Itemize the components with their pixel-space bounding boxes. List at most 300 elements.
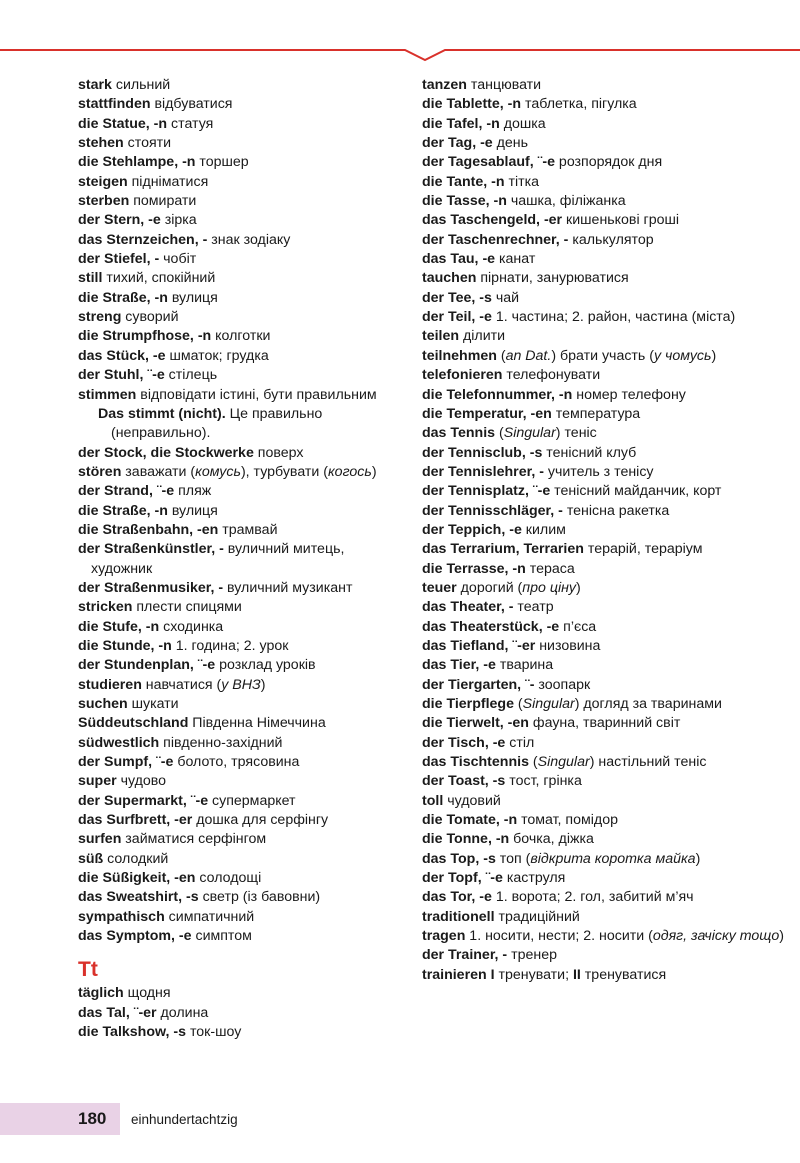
- translation: кишенькові гроші: [562, 212, 680, 229]
- headword: das Symptom, -e: [78, 928, 192, 945]
- dictionary-entry: [78, 347, 408, 366]
- dictionary-entry: [422, 598, 794, 617]
- headword: der Supermarkt, ¨-e: [78, 792, 209, 809]
- headword: das Sweatshirt, -s: [78, 889, 199, 906]
- headword: das Tennis: [422, 425, 496, 442]
- usage-note: Singular: [503, 425, 556, 442]
- translation: відбуватися: [150, 96, 233, 113]
- dictionary-entry: [78, 269, 408, 288]
- dictionary-entry: [422, 424, 794, 443]
- translation: чобіт: [159, 251, 197, 268]
- dictionary-entry: [78, 656, 408, 675]
- dictionary-entry: [422, 695, 794, 714]
- dictionary-entry: [422, 521, 794, 540]
- dictionary-entry: [78, 386, 408, 405]
- dictionary-entry: [78, 811, 408, 830]
- headword: sympathisch: [78, 908, 165, 925]
- dictionary-entry: [422, 153, 794, 172]
- headword: die Stufe, -n: [78, 618, 160, 635]
- dictionary-entry: [78, 521, 408, 540]
- dictionary-entry: [422, 173, 794, 192]
- translation: тенісний майданчик, корт: [550, 483, 722, 500]
- translation-part: ) настільний теніс: [589, 754, 707, 771]
- headword: der Tee, -s: [422, 289, 492, 306]
- translation: шматок; грудка: [165, 347, 269, 364]
- translation: традиційний: [494, 908, 580, 925]
- dictionary-entry: [78, 405, 408, 444]
- headword: toll: [422, 792, 444, 809]
- headword: die Stehlampe, -n: [78, 154, 196, 171]
- headword: der Sumpf, ¨-e: [78, 754, 174, 771]
- translation: Це правильно (неправильно).: [111, 405, 323, 442]
- translation: терарій, тераріум: [583, 541, 703, 558]
- dictionary-entry: [78, 908, 408, 927]
- dictionary-entry: [422, 869, 794, 888]
- headword: der Tennisschläger, -: [422, 502, 563, 519]
- headword: die Terrasse, -n: [422, 560, 526, 577]
- usage-note: одяг, зачіску тощо: [652, 928, 780, 945]
- dictionary-entry: [78, 134, 408, 153]
- headword: teuer: [422, 579, 457, 596]
- translation: симпатичний: [164, 908, 255, 925]
- translation: (: [495, 425, 504, 442]
- headword: die Stunde, -n: [78, 637, 172, 654]
- usage-note: про ціну: [522, 579, 576, 596]
- translation: 1. ворота; 2. гол, забитий м’яч: [491, 889, 694, 906]
- translation: танцювати: [466, 77, 542, 93]
- dictionary-entry: [78, 869, 408, 888]
- dictionary-entry: [78, 250, 408, 269]
- translation: суворий: [121, 309, 179, 326]
- dictionary-entry: [78, 289, 408, 308]
- usage-note-part: у чомусь: [653, 347, 712, 364]
- translation: (: [513, 696, 523, 712]
- headword: steigen: [78, 173, 128, 190]
- translation: розпорядок дня: [554, 154, 663, 171]
- headword: südwestlich: [78, 734, 160, 751]
- translation: поверх: [253, 444, 304, 461]
- headword: telefonieren: [422, 367, 503, 384]
- translation: тварина: [495, 657, 554, 674]
- translation: тенісна ракетка: [562, 502, 670, 519]
- dictionary-entry: [78, 772, 408, 791]
- dictionary-entry: [78, 984, 408, 1003]
- headword-part: I: [486, 966, 495, 983]
- translation: п’єса: [559, 618, 597, 635]
- dictionary-entry: [78, 753, 408, 772]
- dictionary-entry: [422, 734, 794, 753]
- dictionary-entry: [422, 540, 794, 559]
- dictionary-entry: [422, 888, 794, 907]
- dictionary-entry: [78, 211, 408, 230]
- headword: der Trainer, -: [422, 947, 508, 964]
- headword: der Tagesablauf, ¨-e: [422, 154, 555, 171]
- translation: вулиця: [167, 502, 218, 519]
- headword: die Straßenbahn, -en: [78, 521, 219, 538]
- translation: долина: [156, 1004, 209, 1021]
- headword: das Tier, -e: [422, 657, 496, 674]
- translation: супермаркет: [208, 792, 296, 809]
- translation-part: ): [695, 850, 701, 867]
- translation: займатися серфінгом: [121, 831, 267, 848]
- headword: tragen: [422, 928, 466, 945]
- headword: die Süßigkeit, -en: [78, 870, 196, 887]
- headword-part: II: [572, 966, 581, 983]
- dictionary-entry: [422, 946, 794, 965]
- headword: das Top, -s: [422, 850, 496, 867]
- dictionary-entry: [78, 579, 408, 598]
- translation: солодкий: [103, 850, 169, 867]
- translation: каструля: [502, 870, 566, 887]
- translation: театр: [513, 599, 554, 616]
- headword: die Telefonnummer, -n: [422, 386, 573, 403]
- translation: симптом: [191, 928, 252, 945]
- translation: стіл: [505, 734, 535, 751]
- translation: сходинка: [159, 618, 224, 635]
- translation-part: ): [711, 347, 717, 364]
- translation: відповідати істині, бути правильним: [136, 386, 377, 403]
- dictionary-entry: [78, 888, 408, 907]
- translation: дорогий (: [456, 579, 523, 596]
- headword: tanzen: [422, 77, 467, 93]
- headword: der Tennisclub, -s: [422, 444, 543, 461]
- dictionary-entry: [78, 76, 408, 95]
- headword: der Stiefel, -: [78, 251, 160, 268]
- translation: торшер: [195, 154, 249, 171]
- translation: калькулятор: [568, 231, 654, 248]
- dictionary-entry: [78, 463, 408, 482]
- dictionary-entry: [422, 676, 794, 695]
- translation: светр (із бавовни): [198, 889, 321, 906]
- translation: Південна Німеччина: [188, 715, 326, 732]
- translation: чудовий: [443, 792, 501, 809]
- headword: sterben: [78, 193, 130, 210]
- headword: stehen: [78, 135, 124, 152]
- translation: ток-шоу: [186, 1024, 242, 1041]
- dictionary-entry: [78, 714, 408, 733]
- headword: streng: [78, 309, 122, 326]
- dictionary-entry: [422, 366, 794, 385]
- headword: der Stern, -e: [78, 212, 161, 229]
- translation-part: ) догляд за тваринами: [574, 696, 722, 712]
- headword: stattfinden: [78, 96, 151, 113]
- headword: der Teppich, -e: [422, 521, 522, 538]
- headword: das Tal, ¨-er: [78, 1004, 157, 1021]
- headword: der Strand, ¨-e: [78, 483, 175, 500]
- dictionary-entry: [422, 463, 794, 482]
- dictionary-entry: [422, 579, 794, 598]
- headword: das Tor, -e: [422, 889, 492, 906]
- dictionary-entry: [422, 115, 794, 134]
- translation: вуличний митець, художник: [91, 541, 345, 577]
- translation: чудово: [116, 773, 167, 790]
- dictionary-entry: [422, 811, 794, 830]
- dictionary-entry: [422, 444, 794, 463]
- headword: traditionell: [422, 908, 495, 925]
- dictionary-entry: [422, 134, 794, 153]
- translation: сильний: [111, 77, 171, 93]
- headword: die Tante, -n: [422, 173, 505, 190]
- headword: der Stock, die Stockwerke: [78, 444, 254, 461]
- translation-part: ), турбувати (: [240, 463, 328, 480]
- dictionary-entry: [78, 95, 408, 114]
- headword: der Tiergarten, ¨-: [422, 676, 535, 693]
- translation: фауна, тваринний світ: [528, 715, 681, 732]
- headword: der Tag, -e: [422, 135, 493, 152]
- dictionary-entry: [422, 308, 794, 327]
- translation: 1. година; 2. урок: [171, 637, 289, 654]
- headword: surfen: [78, 831, 122, 848]
- headword: super: [78, 773, 117, 790]
- dictionary-entry: [78, 192, 408, 211]
- headword: die Tierwelt, -en: [422, 715, 529, 732]
- headword: das Taschengeld, -er: [422, 212, 563, 229]
- translation: знак зодіаку: [207, 231, 291, 248]
- translation: канат: [495, 251, 536, 268]
- translation: номер телефону: [572, 386, 686, 403]
- dictionary-entry: [78, 830, 408, 849]
- dictionary-entry: [422, 830, 794, 849]
- dictionary-entry: [78, 927, 408, 946]
- headword: stricken: [78, 599, 133, 616]
- dictionary-entry: [422, 250, 794, 269]
- headword: das Theater, -: [422, 599, 514, 616]
- translation: тітка: [504, 173, 539, 190]
- dictionary-entry: [422, 386, 794, 405]
- dictionary-entry: [422, 618, 794, 637]
- usage-note: Singular: [522, 696, 575, 712]
- translation: щодня: [123, 985, 171, 1002]
- translation: тихий, спокійний: [102, 270, 216, 287]
- dictionary-entry: [422, 347, 794, 366]
- usage-note-part: когось: [327, 463, 372, 480]
- translation: ділити: [459, 328, 506, 345]
- dictionary-entry: [422, 850, 794, 869]
- translation-part: ) брати участь (: [551, 347, 654, 364]
- right-entry-list: [422, 76, 794, 985]
- left-t-entry-list: [78, 984, 408, 1042]
- left-column: [78, 76, 408, 1043]
- dictionary-entry: [78, 366, 408, 385]
- dictionary-entry: [422, 76, 794, 95]
- headword: die Strumpfhose, -n: [78, 328, 212, 345]
- translation: чашка, філіжанка: [506, 193, 626, 210]
- headword: Das stimmt (nicht).: [98, 405, 226, 422]
- dictionary-entry: [78, 231, 408, 250]
- dictionary-entry: [422, 405, 794, 424]
- translation: 1. носити, нести; 2. носити (: [465, 928, 653, 945]
- headword: die Temperatur, -en: [422, 405, 552, 422]
- dictionary-entry: [422, 966, 794, 985]
- dictionary-entry: [422, 231, 794, 250]
- dictionary-entry: [422, 656, 794, 675]
- headword: teilen: [422, 328, 460, 345]
- headword: studieren: [78, 676, 142, 693]
- dictionary-entry: [78, 482, 408, 501]
- dictionary-entry: [78, 1023, 408, 1042]
- headword: die Tierpflege: [422, 696, 514, 712]
- usage-note: an Dat.: [505, 347, 552, 364]
- header-rule: [0, 0, 800, 70]
- headword: stark: [78, 77, 112, 93]
- translation: тераса: [525, 560, 575, 577]
- headword: das Tischtennis: [422, 754, 529, 771]
- dictionary-entry: [422, 908, 794, 927]
- dictionary-entry: [422, 502, 794, 521]
- dictionary-entry: [78, 676, 408, 695]
- headword: die Statue, -n: [78, 115, 168, 132]
- translation: статуя: [167, 115, 214, 132]
- left-entry-list: [78, 76, 408, 946]
- translation-part: ): [260, 676, 266, 693]
- translation: зірка: [160, 212, 197, 229]
- translation: стояти: [123, 135, 172, 152]
- translation: дошка: [499, 115, 546, 132]
- headword: die Tomate, -n: [422, 812, 518, 829]
- usage-note: у ВНЗ: [221, 676, 261, 693]
- translation: помирати: [129, 193, 197, 210]
- dictionary-entry: [78, 637, 408, 656]
- headword: tauchen: [422, 270, 477, 287]
- translation-part: ): [779, 928, 784, 945]
- translation: розклад уроків: [215, 657, 316, 674]
- dictionary-entry: [78, 115, 408, 134]
- headword: der Stuhl, ¨-e: [78, 367, 165, 384]
- translation-part: тренуватися: [580, 966, 667, 983]
- headword: Süddeutschland: [78, 715, 189, 732]
- headword: das Tau, -e: [422, 251, 496, 268]
- dictionary-entry: [422, 289, 794, 308]
- headword: der Toast, -s: [422, 773, 506, 790]
- headword: stören: [78, 463, 122, 480]
- headword: der Straßenmusiker, -: [78, 579, 224, 596]
- translation: підніматися: [127, 173, 209, 190]
- dictionary-entry: [422, 95, 794, 114]
- headword: der Tennislehrer, -: [422, 463, 544, 480]
- translation: 1. частина; 2. район, частина (міста): [491, 309, 736, 326]
- headword: die Straße, -n: [78, 502, 168, 519]
- translation: (: [496, 347, 506, 364]
- translation: чай: [491, 289, 520, 306]
- translation: топ (: [495, 850, 531, 867]
- headword: der Teil, -e: [422, 309, 492, 326]
- translation: пірнати, занурюватися: [476, 270, 629, 287]
- dictionary-entry: [78, 850, 408, 869]
- dictionary-entry: [422, 560, 794, 579]
- translation-part: ): [576, 579, 581, 596]
- translation: (: [528, 754, 538, 771]
- translation: тенісний клуб: [542, 444, 637, 461]
- translation: південно-західний: [159, 734, 283, 751]
- headword: die Talkshow, -s: [78, 1024, 187, 1041]
- translation: солодощі: [195, 870, 262, 887]
- headword: der Stundenplan, ¨-e: [78, 657, 216, 674]
- dictionary-entry: [422, 192, 794, 211]
- dictionary-entry: [422, 753, 794, 772]
- translation: вуличний музикант: [223, 579, 353, 596]
- usage-note: комусь: [195, 463, 241, 480]
- headword: trainieren: [422, 966, 487, 983]
- headword: die Tafel, -n: [422, 115, 500, 132]
- dictionary-entry: [422, 269, 794, 288]
- dictionary-entry: [78, 695, 408, 714]
- dictionary-entry: [78, 540, 408, 579]
- dictionary-entry: [422, 482, 794, 501]
- translation: плести спицями: [132, 599, 242, 616]
- translation: низовина: [535, 637, 601, 654]
- dictionary-entry: [78, 308, 408, 327]
- dictionary-entry: [78, 734, 408, 753]
- right-column: [422, 76, 794, 985]
- headword: das Theaterstück, -e: [422, 618, 560, 635]
- usage-note: Singular: [537, 754, 590, 771]
- dictionary-entry: [78, 598, 408, 617]
- translation: вулиця: [167, 289, 218, 306]
- headword: die Tonne, -n: [422, 831, 510, 848]
- dictionary-entry: [78, 444, 408, 463]
- headword: teilnehmen: [422, 347, 497, 364]
- translation-part: тренувати;: [494, 966, 573, 983]
- headword: die Tasse, -n: [422, 193, 507, 210]
- page-number-word: einhundertachtzig: [131, 1112, 238, 1127]
- translation: тренер: [507, 947, 558, 964]
- headword: der Taschenrechner, -: [422, 231, 569, 248]
- dictionary-entry: [422, 637, 794, 656]
- translation: учитель з тенісу: [543, 463, 654, 480]
- translation: колготки: [211, 328, 271, 345]
- translation: температура: [551, 405, 641, 422]
- headword: der Tisch, -e: [422, 734, 506, 751]
- dictionary-entry: [422, 327, 794, 346]
- headword: das Tiefland, ¨-er: [422, 637, 536, 654]
- translation: зоопарк: [534, 676, 591, 693]
- headword: stimmen: [78, 386, 137, 403]
- translation: тост, грінка: [505, 773, 582, 790]
- translation: день: [492, 135, 529, 152]
- dictionary-entry: [422, 772, 794, 791]
- translation: шукати: [127, 696, 179, 712]
- headword: das Stück, -e: [78, 347, 166, 364]
- headword: die Straße, -n: [78, 289, 168, 306]
- headword: der Straßenkünstler, -: [78, 541, 224, 558]
- dictionary-entry: [78, 153, 408, 172]
- headword: das Sternzeichen, -: [78, 231, 208, 248]
- headword: das Surfbrett, -er: [78, 812, 193, 829]
- translation: навчатися (: [141, 676, 222, 693]
- dictionary-entry: [422, 714, 794, 733]
- headword: die Tablette, -n: [422, 96, 522, 113]
- headword: der Tennisplatz, ¨-e: [422, 483, 551, 500]
- translation: пляж: [174, 483, 212, 500]
- translation: стілець: [164, 367, 218, 384]
- dictionary-entry: [422, 211, 794, 230]
- dictionary-entry: [422, 927, 794, 946]
- headword: täglich: [78, 985, 124, 1002]
- headword: süß: [78, 850, 104, 867]
- headword: der Topf, ¨-e: [422, 870, 503, 887]
- section-letter: Tt: [78, 958, 98, 982]
- dictionary-entry: [78, 1004, 408, 1023]
- headword: das Terrarium, Terrarien: [422, 541, 584, 558]
- translation: трамвай: [218, 521, 278, 538]
- page-number: 180: [78, 1109, 107, 1128]
- headword: suchen: [78, 696, 128, 712]
- translation: болото, трясовина: [173, 754, 300, 771]
- dictionary-entry: [78, 327, 408, 346]
- dictionary-entry: [422, 792, 794, 811]
- dictionary-entry: [78, 173, 408, 192]
- translation: заважати (: [121, 463, 196, 480]
